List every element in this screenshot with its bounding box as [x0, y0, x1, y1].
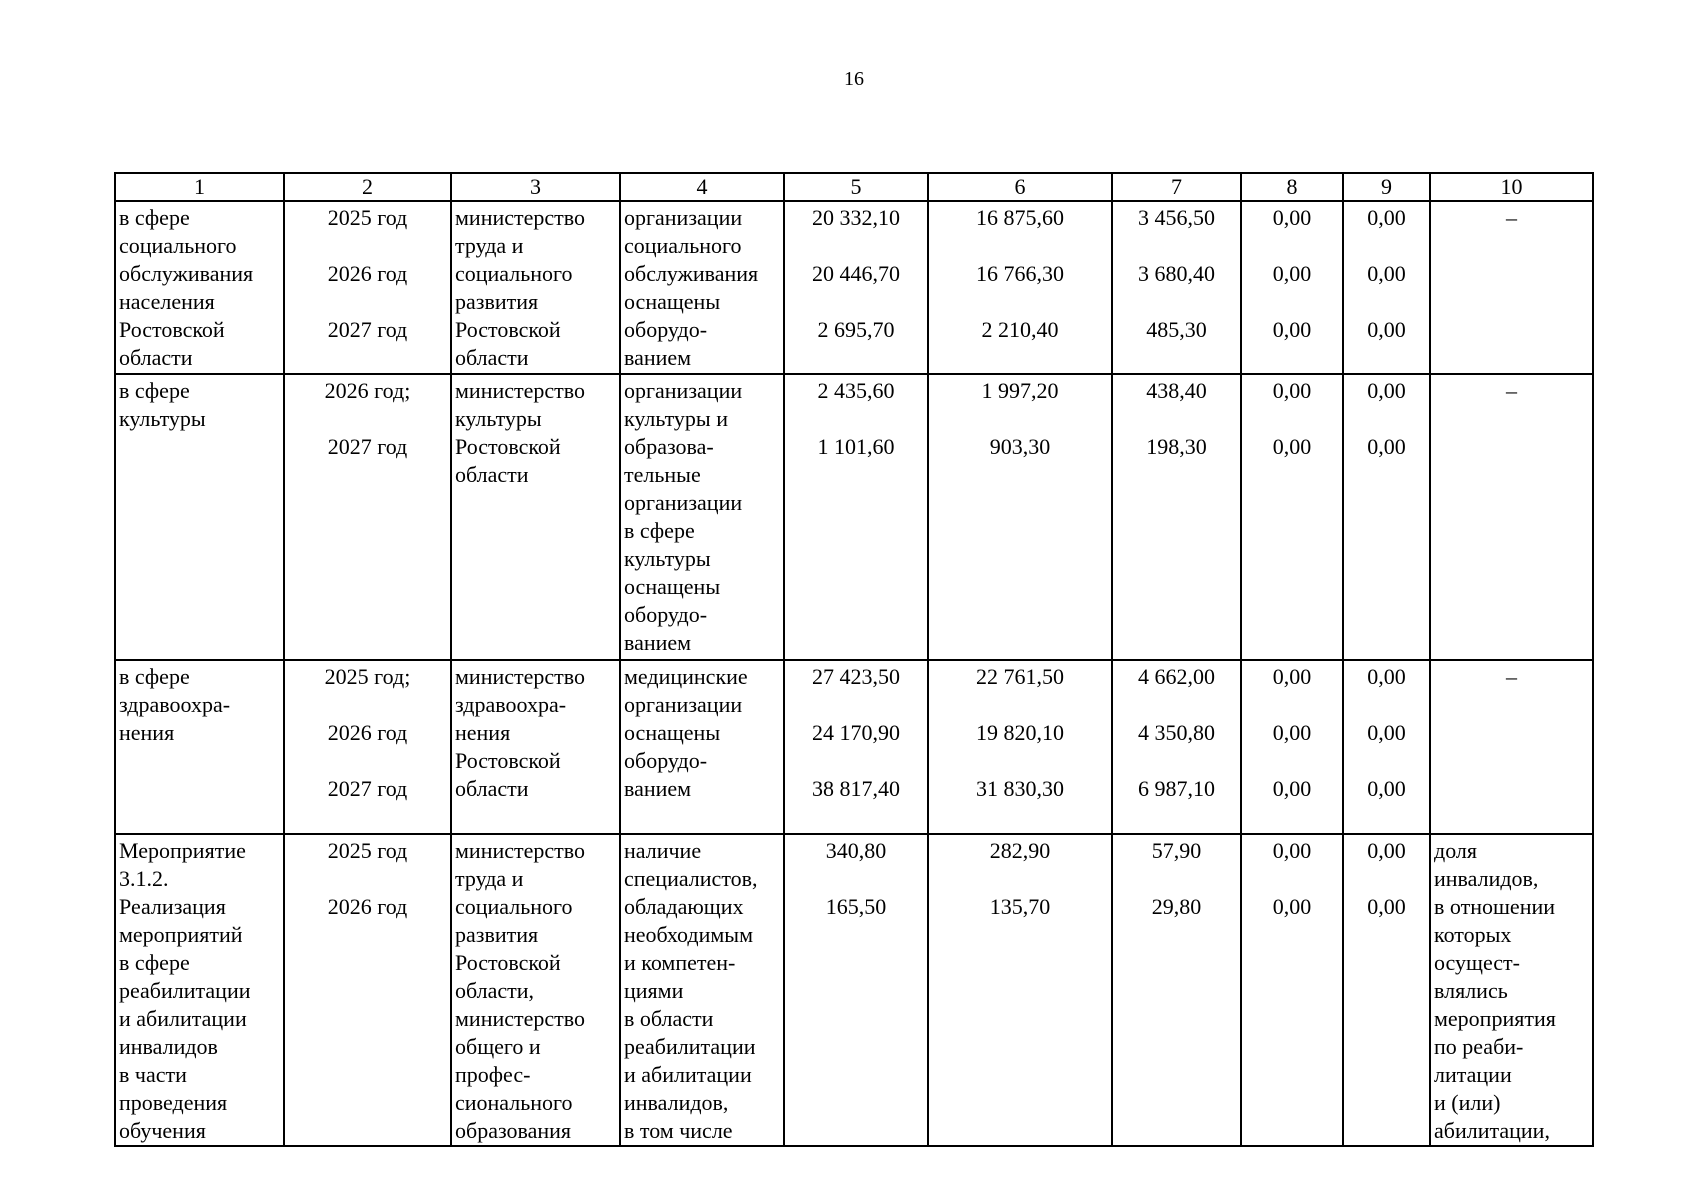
regional-cell: 3 456,50 3 680,40 485,30 — [1112, 201, 1241, 374]
federal-cell: 16 875,60 16 766,30 2 210,40 — [928, 201, 1112, 374]
table-row — [115, 660, 1593, 834]
table-header-row — [115, 173, 1593, 201]
column-header: 5 — [784, 173, 928, 201]
executor-cell: министерство культуры Ростовской области — [451, 374, 620, 660]
other-cell: 0,00 0,00 0,00 — [1343, 660, 1430, 834]
years-cell: 2026 год; 2027 год — [284, 374, 451, 660]
total-cell: 20 332,10 20 446,70 2 695,70 — [784, 201, 928, 374]
local-cell: 0,00 0,00 — [1241, 834, 1343, 1146]
column-header: 6 — [928, 173, 1112, 201]
area-cell: в сфере культуры — [115, 374, 284, 660]
other-cell: 0,00 0,00 — [1343, 834, 1430, 1146]
years-cell: 2025 год 2026 год 2027 год — [284, 201, 451, 374]
indicator-cell: доля инвалидов, в отношении которых осущест- влялись мероприятия по реаби- литации и (или) абилитации, — [1430, 834, 1593, 1146]
indicator-cell: – — [1430, 660, 1593, 834]
table-row — [115, 201, 1593, 374]
area-cell: Мероприятие 3.1.2. Реализация мероприятий в сфере реабилитации и абилитации инвалидов в части проведения обучения — [115, 834, 284, 1146]
executor-cell: министерство здравоохра- нения Ростовской области — [451, 660, 620, 834]
other-cell: 0,00 0,00 — [1343, 374, 1430, 660]
years-cell: 2025 год 2026 год — [284, 834, 451, 1146]
indicator-cell: – — [1430, 201, 1593, 374]
regional-cell: 57,90 29,80 — [1112, 834, 1241, 1146]
page-number: 16 — [844, 68, 864, 90]
total-cell: 2 435,60 1 101,60 — [784, 374, 928, 660]
total-cell: 27 423,50 24 170,90 38 817,40 — [784, 660, 928, 834]
table-row — [115, 374, 1593, 660]
federal-cell: 1 997,20 903,30 — [928, 374, 1112, 660]
federal-cell: 22 761,50 19 820,10 31 830,30 — [928, 660, 1112, 834]
executor-cell: министерство труда и социального развития Ростовской области, министерство общего и профес- сионального образования — [451, 834, 620, 1146]
local-cell: 0,00 0,00 0,00 — [1241, 660, 1343, 834]
result-cell: медицинские организации оснащены оборудо- ванием — [620, 660, 784, 834]
program-funding-table — [114, 172, 1594, 1147]
table-row — [115, 834, 1593, 1146]
federal-cell: 282,90 135,70 — [928, 834, 1112, 1146]
column-header: 4 — [620, 173, 784, 201]
column-header: 2 — [284, 173, 451, 201]
column-header: 1 — [115, 173, 284, 201]
local-cell: 0,00 0,00 0,00 — [1241, 201, 1343, 374]
local-cell: 0,00 0,00 — [1241, 374, 1343, 660]
column-header: 7 — [1112, 173, 1241, 201]
area-cell: в сфере здравоохра- нения — [115, 660, 284, 834]
regional-cell: 438,40 198,30 — [1112, 374, 1241, 660]
column-header: 3 — [451, 173, 620, 201]
column-header: 8 — [1241, 173, 1343, 201]
indicator-cell: – — [1430, 374, 1593, 660]
area-cell: в сфере социального обслуживания населения Ростовской области — [115, 201, 284, 374]
regional-cell: 4 662,00 4 350,80 6 987,10 — [1112, 660, 1241, 834]
total-cell: 340,80 165,50 — [784, 834, 928, 1146]
years-cell: 2025 год; 2026 год 2027 год — [284, 660, 451, 834]
executor-cell: министерство труда и социального развития Ростовской области — [451, 201, 620, 374]
result-cell: организации культуры и образова- тельные организации в сфере культуры оснащены оборудо- ванием — [620, 374, 784, 660]
other-cell: 0,00 0,00 0,00 — [1343, 201, 1430, 374]
result-cell: организации социального обслуживания оснащены оборудо- ванием — [620, 201, 784, 374]
column-header: 10 — [1430, 173, 1593, 201]
column-header: 9 — [1343, 173, 1430, 201]
result-cell: наличие специалистов, обладающих необходимым и компетен- циями в области реабилитации и абилитации инвалидов, в том числе — [620, 834, 784, 1146]
